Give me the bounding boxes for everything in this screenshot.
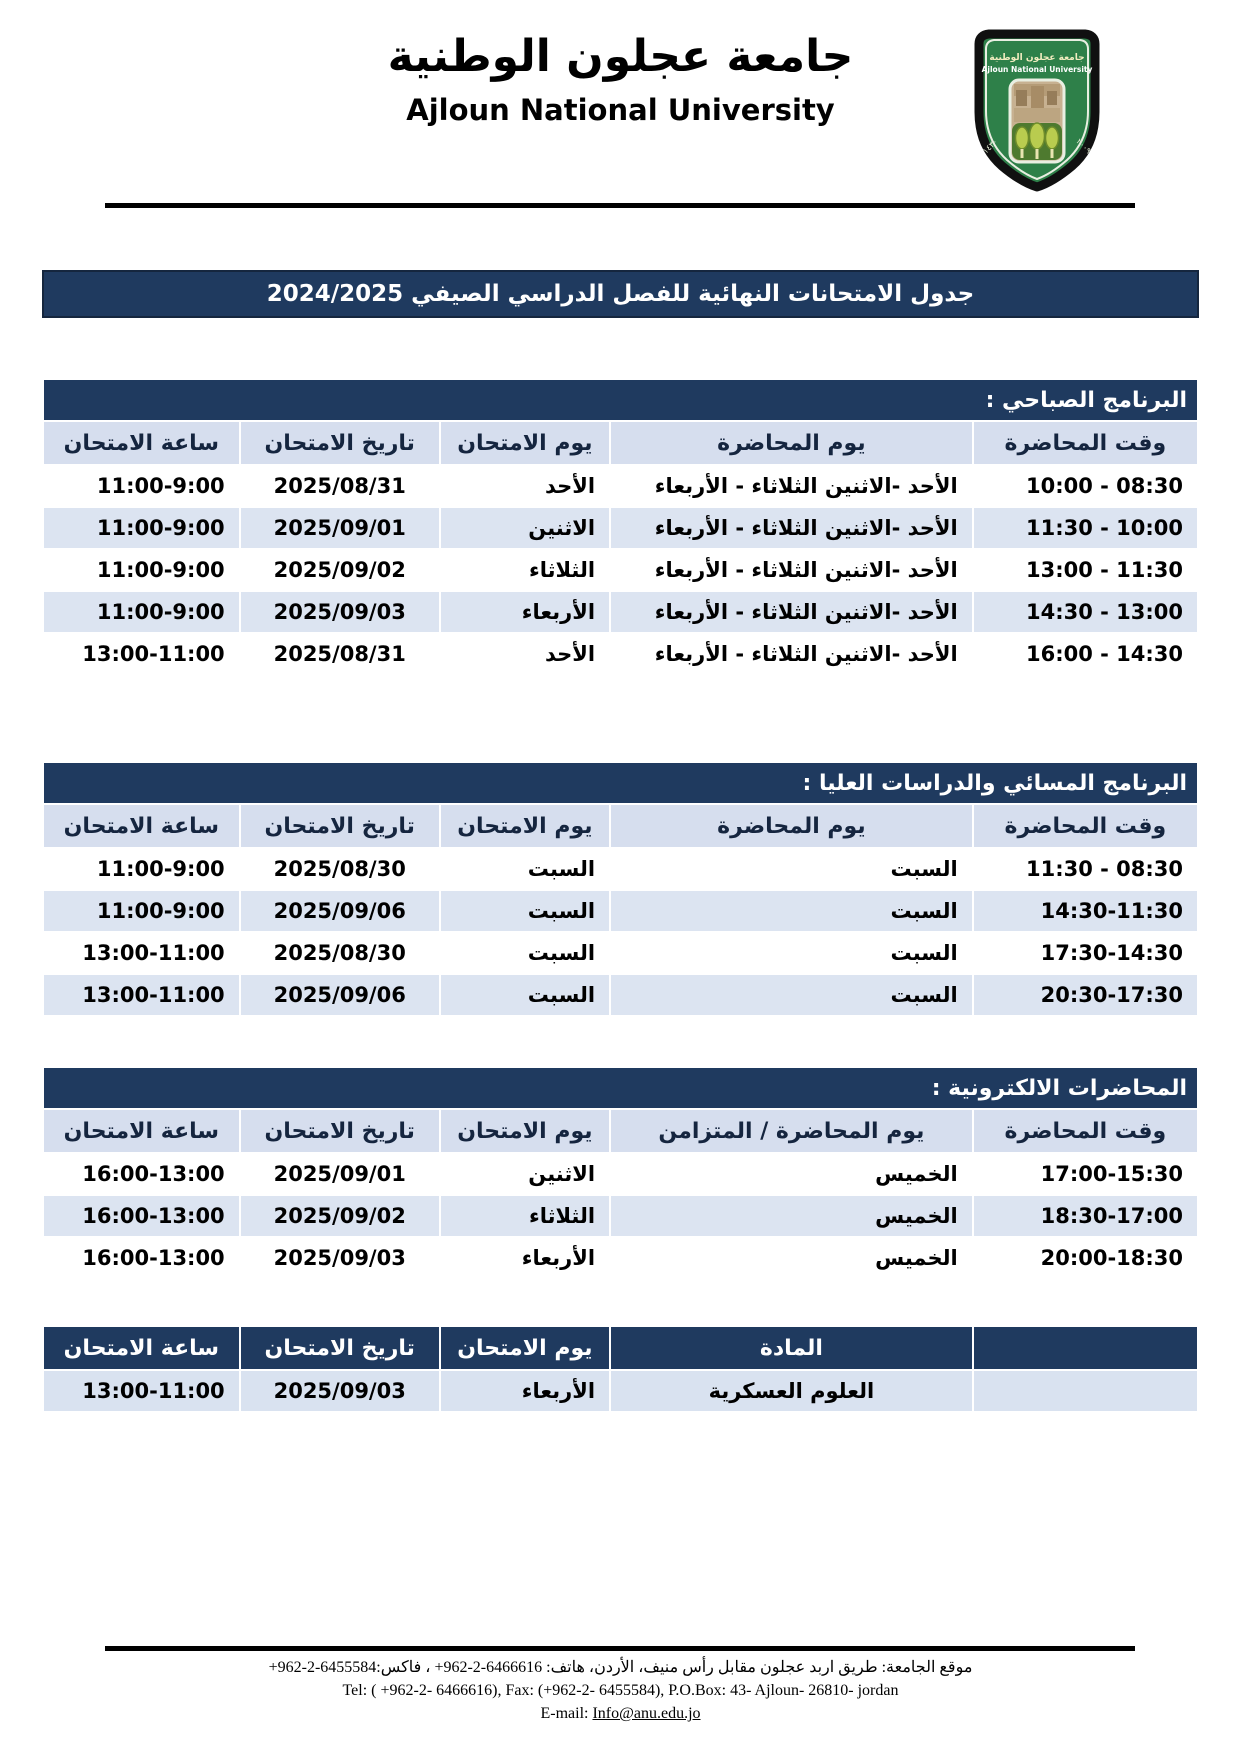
university-logo [961,28,1113,194]
cell-lecture-day: الأحد -الاثنين الثلاثاء - الأربعاء [611,550,972,590]
cell-lecture-day: الأحد -الاثنين الثلاثاء - الأربعاء [611,508,972,548]
military-science-subject-table [42,1325,1199,1413]
column-header-lecture-day: يوم المحاضرة / المتزامن [611,1110,972,1152]
cell-exam-date: 2025/09/03 [241,1238,439,1278]
electronic-lectures-table [42,1066,1199,1280]
cell-lecture-time: 20:00-18:30 [974,1238,1197,1278]
table-row [44,1154,1197,1194]
cell-exam-day: السبت [441,933,609,973]
cell-lecture-time: 17:30-14:30 [974,933,1197,973]
cell-exam-hour: 16:00-13:00 [44,1154,239,1194]
section-title: المحاضرات الالكترونية : [44,1068,1197,1108]
page-footer [42,1656,1199,1725]
cell-exam-date: 2025/09/03 [241,592,439,632]
cell-lecture-day: السبت [611,891,972,931]
table-row [44,1371,1197,1411]
banner-title-text: جدول الامتحانات النهائية للفصل الدراسي الصيفي [403,281,975,307]
footer-email-line: E-mail: Info@anu.edu.jo [540,1705,701,1722]
section-header-row [44,763,1197,803]
cell-exam-hour: 13:00-11:00 [44,1371,239,1411]
cell-lecture-time: 20:30-17:30 [974,975,1197,1015]
cell-exam-hour: 16:00-13:00 [44,1238,239,1278]
cell-exam-hour: 11:00-9:00 [44,508,239,548]
cell-exam-date: 2025/08/31 [241,634,439,674]
cell-lecture-day: السبت [611,933,972,973]
page-header [42,0,1199,203]
cell-exam-date: 2025/09/01 [241,1154,439,1194]
cell-lecture-time: 14:30 - 13:00 [974,592,1197,632]
cell-exam-date: 2025/09/06 [241,975,439,1015]
column-header-exam-date: تاريخ الامتحان [241,422,439,464]
cell-exam-day: الأحد [441,634,609,674]
column-header-lecture-time: وقت المحاضرة [974,422,1197,464]
cell-exam-date: 2025/09/02 [241,1196,439,1236]
column-header-lecture-time: وقت المحاضرة [974,1110,1197,1152]
cell-lecture-time: 18:30-17:00 [974,1196,1197,1236]
section-header-row [44,1068,1197,1108]
cell-exam-hour: 11:00-9:00 [44,592,239,632]
table-row [44,1238,1197,1278]
university-name-arabic: جامعة عجلون الوطنية [387,31,854,82]
cell-lecture-time: 11:30 - 08:30 [974,849,1197,889]
cell-exam-day: الاثنين [441,508,609,548]
cell-exam-date: 2025/09/03 [241,1371,439,1411]
cell-lecture-day: السبت [611,849,972,889]
cell-subject: العلوم العسكرية [611,1371,972,1411]
cell-lecture-day: الخميس [611,1154,972,1194]
cell-exam-hour: 13:00-11:00 [44,975,239,1015]
cell-lecture-time: 17:00-15:30 [974,1154,1197,1194]
cell-exam-day: الاثنين [441,1154,609,1194]
cell-lecture-time: 10:00 - 08:30 [974,466,1197,506]
footer-address-line: موقع الجامعة: طريق اربد عجلون مقابل رأس منيف، الأردن، هاتف: +962-2-6466616 ، فاكس:+962-2-6455584 [268,1659,973,1676]
cell-lecture-day: الخميس [611,1238,972,1278]
logo-name-arabic: جامعة عجلون الوطنية [989,53,1085,63]
column-header-row [44,1110,1197,1152]
table-row [44,1196,1197,1236]
cell-exam-day: الأحد [441,466,609,506]
column-header-exam-day: يوم الامتحان [441,1327,609,1369]
table-row [44,849,1197,889]
cell-lecture-time: 13:00 - 11:30 [974,550,1197,590]
column-header-lecture-day: يوم المحاضرة [611,805,972,847]
column-header-exam-hour: ساعة الامتحان [44,1327,239,1369]
cell-exam-day: الأربعاء [441,1371,609,1411]
banner-academic-year: 2024/2025 [266,281,404,307]
evening-graduate-program-table [42,761,1199,1017]
cell-lecture-time: 11:30 - 10:00 [974,508,1197,548]
column-header-row [44,1327,1197,1369]
cell-lecture-day: الخميس [611,1196,972,1236]
footer-divider-line [105,1646,1135,1651]
cell-exam-hour: 11:00-9:00 [44,550,239,590]
email-link[interactable]: Info@anu.edu.jo [592,1705,701,1722]
footer-contact-line: Tel: ( +962-2- 6466616), Fax: (+962-2- 6455584), P.O.Box: 43- Ajloun- 26810- jordan [342,1682,899,1699]
cell-lecture-time: 16:00 - 14:30 [974,634,1197,674]
cell-exam-date: 2025/09/01 [241,508,439,548]
cell-empty [974,1371,1197,1411]
cell-lecture-day: الأحد -الاثنين الثلاثاء - الأربعاء [611,592,972,632]
logo-castle-emblem [1010,80,1064,162]
cell-lecture-day: الأحد -الاثنين الثلاثاء - الأربعاء [611,634,972,674]
logo-year-gregorian: ٢٠٠٩ [1074,136,1094,156]
column-header-exam-day: يوم الامتحان [441,1110,609,1152]
cell-exam-day: السبت [441,975,609,1015]
cell-lecture-time: 14:30-11:30 [974,891,1197,931]
shield-logo-icon [961,28,1113,194]
table-row [44,634,1197,674]
cell-exam-day: السبت [441,849,609,889]
column-header-exam-hour: ساعة الامتحان [44,422,239,464]
column-header-lecture-time: وقت المحاضرة [974,805,1197,847]
cell-lecture-day: السبت [611,975,972,1015]
cell-exam-hour: 11:00-9:00 [44,891,239,931]
table-row [44,975,1197,1015]
schedule-title-banner [42,270,1199,318]
table-row [44,933,1197,973]
cell-exam-day: الثلاثاء [441,1196,609,1236]
table-row [44,592,1197,632]
table-row [44,550,1197,590]
cell-exam-day: الثلاثاء [441,550,609,590]
cell-exam-day: الأربعاء [441,592,609,632]
column-header-empty [974,1327,1197,1369]
column-header-exam-hour: ساعة الامتحان [44,1110,239,1152]
cell-exam-hour: 11:00-9:00 [44,849,239,889]
table-row [44,466,1197,506]
cell-exam-hour: 13:00-11:00 [44,933,239,973]
column-header-row [44,805,1197,847]
logo-year-hijri: ١٤٣٠ [980,136,1000,156]
cell-exam-date: 2025/08/31 [241,466,439,506]
cell-exam-date: 2025/08/30 [241,849,439,889]
footer-fax-number: +962-2-6455584 [268,1659,377,1676]
morning-program-table [42,378,1199,676]
cell-exam-day: الأربعاء [441,1238,609,1278]
table-row [44,508,1197,548]
table-row [44,891,1197,931]
footer-phone-number: +962-2-6466616 [434,1659,543,1676]
column-header-exam-day: يوم الامتحان [441,422,609,464]
column-header-exam-date: تاريخ الامتحان [241,1110,439,1152]
cell-exam-date: 2025/09/06 [241,891,439,931]
cell-exam-date: 2025/08/30 [241,933,439,973]
cell-exam-hour: 13:00-11:00 [44,634,239,674]
cell-exam-date: 2025/09/02 [241,550,439,590]
column-header-exam-day: يوم الامتحان [441,805,609,847]
column-header-exam-hour: ساعة الامتحان [44,805,239,847]
column-header-subject: المادة [611,1327,972,1369]
university-name-english: Ajloun National University [406,93,835,127]
column-header-exam-date: تاريخ الامتحان [241,1327,439,1369]
column-header-row [44,422,1197,464]
column-header-exam-date: تاريخ الامتحان [241,805,439,847]
cell-exam-hour: 11:00-9:00 [44,466,239,506]
section-title: البرنامج المسائي والدراسات العليا : [44,763,1197,803]
header-divider-line [105,203,1135,208]
section-header-row [44,380,1197,420]
logo-name-english: Ajloun National University [981,65,1093,74]
section-title: البرنامج الصباحي : [44,380,1197,420]
cell-exam-hour: 16:00-13:00 [44,1196,239,1236]
column-header-lecture-day: يوم المحاضرة [611,422,972,464]
cell-lecture-day: الأحد -الاثنين الثلاثاء - الأربعاء [611,466,972,506]
cell-exam-day: السبت [441,891,609,931]
